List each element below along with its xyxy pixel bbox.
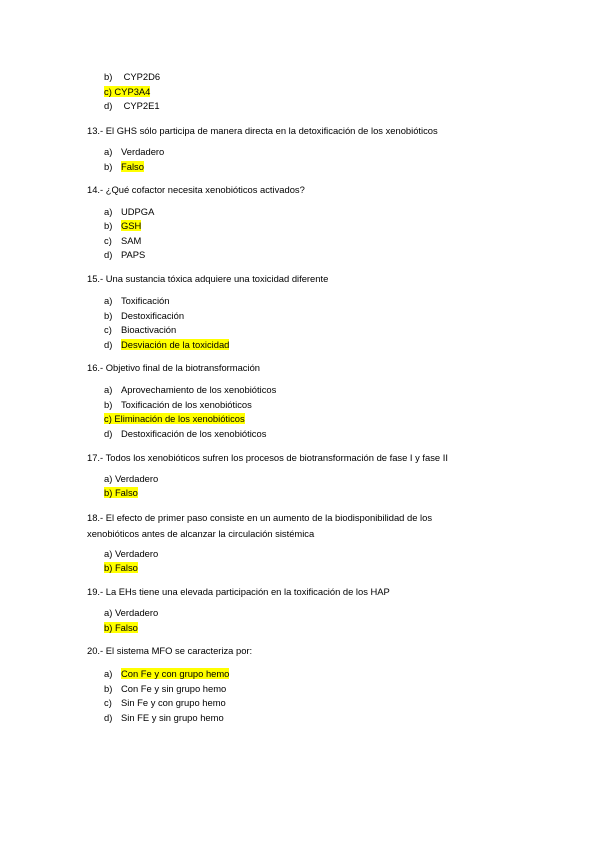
- option-b-answer: b) Falso: [104, 562, 138, 573]
- option-b: b) Con Fe y sin grupo hemo: [104, 683, 227, 694]
- option-a: a) Toxificación: [104, 295, 170, 306]
- option-c-answer: c) Eliminación de los xenobióticos: [104, 413, 245, 424]
- option-d: d) Sin FE y sin grupo hemo: [104, 712, 224, 723]
- option-b: b) Toxificación de los xenobióticos: [104, 399, 252, 410]
- option-b: b) Destoxificación: [104, 310, 185, 321]
- option-b-answer: b) Falso: [104, 161, 144, 172]
- option-a: a) Verdadero: [104, 607, 159, 618]
- option-c: c) Sin Fe y con grupo hemo: [104, 697, 226, 708]
- option-a: a) Aprovechamiento de los xenobióticos: [104, 384, 277, 395]
- option-b-answer: b) GSH: [104, 220, 142, 231]
- option-a-answer: a) Con Fe y con grupo hemo: [104, 668, 230, 679]
- question-20: 20.- El sistema MFO se caracteriza por:: [87, 645, 253, 656]
- question-18: 18.- El efecto de primer paso consiste en un aumento de la biodisponibilidad de los xenobióticos antes de alcanzar la circulación sistémica: [87, 512, 433, 539]
- option-a: a) UDPGA: [104, 206, 155, 217]
- question-13: 13.- El GHS sólo participa de manera directa en la detoxificación de los xenobióticos: [87, 125, 438, 136]
- option-a: a) Verdadero: [104, 146, 165, 157]
- option-c-answer: c) CYP3A4: [104, 86, 151, 97]
- option-d: d) Destoxificación de los xenobióticos: [104, 428, 267, 439]
- question-15: 15.- Una sustancia tóxica adquiere una toxicidad diferente: [87, 273, 329, 284]
- question-16: 16.- Objetivo final de la biotransformación: [87, 362, 261, 373]
- option-d: d) CYP2E1: [104, 100, 160, 111]
- option-d-answer: d) Desviación de la toxicidad: [104, 339, 230, 350]
- question-17: 17.- Todos los xenobióticos sufren los procesos de biotransformación de fase I y fase II: [87, 452, 448, 463]
- option-c: c) Bioactivación: [104, 324, 177, 335]
- option-b: b) CYP2D6: [104, 71, 161, 82]
- option-a: a) Verdadero: [104, 548, 159, 559]
- option-b-answer: b) Falso: [104, 622, 138, 633]
- option-a: a) Verdadero: [104, 473, 159, 484]
- option-c: c) SAM: [104, 235, 142, 246]
- option-b-answer: b) Falso: [104, 487, 138, 498]
- option-d: d) PAPS: [104, 249, 146, 260]
- question-14: 14.- ¿Qué cofactor necesita xenobióticos activados?: [87, 184, 305, 195]
- question-19: 19.- La EHs tiene una elevada participación en la toxificación de los HAP: [87, 586, 390, 597]
